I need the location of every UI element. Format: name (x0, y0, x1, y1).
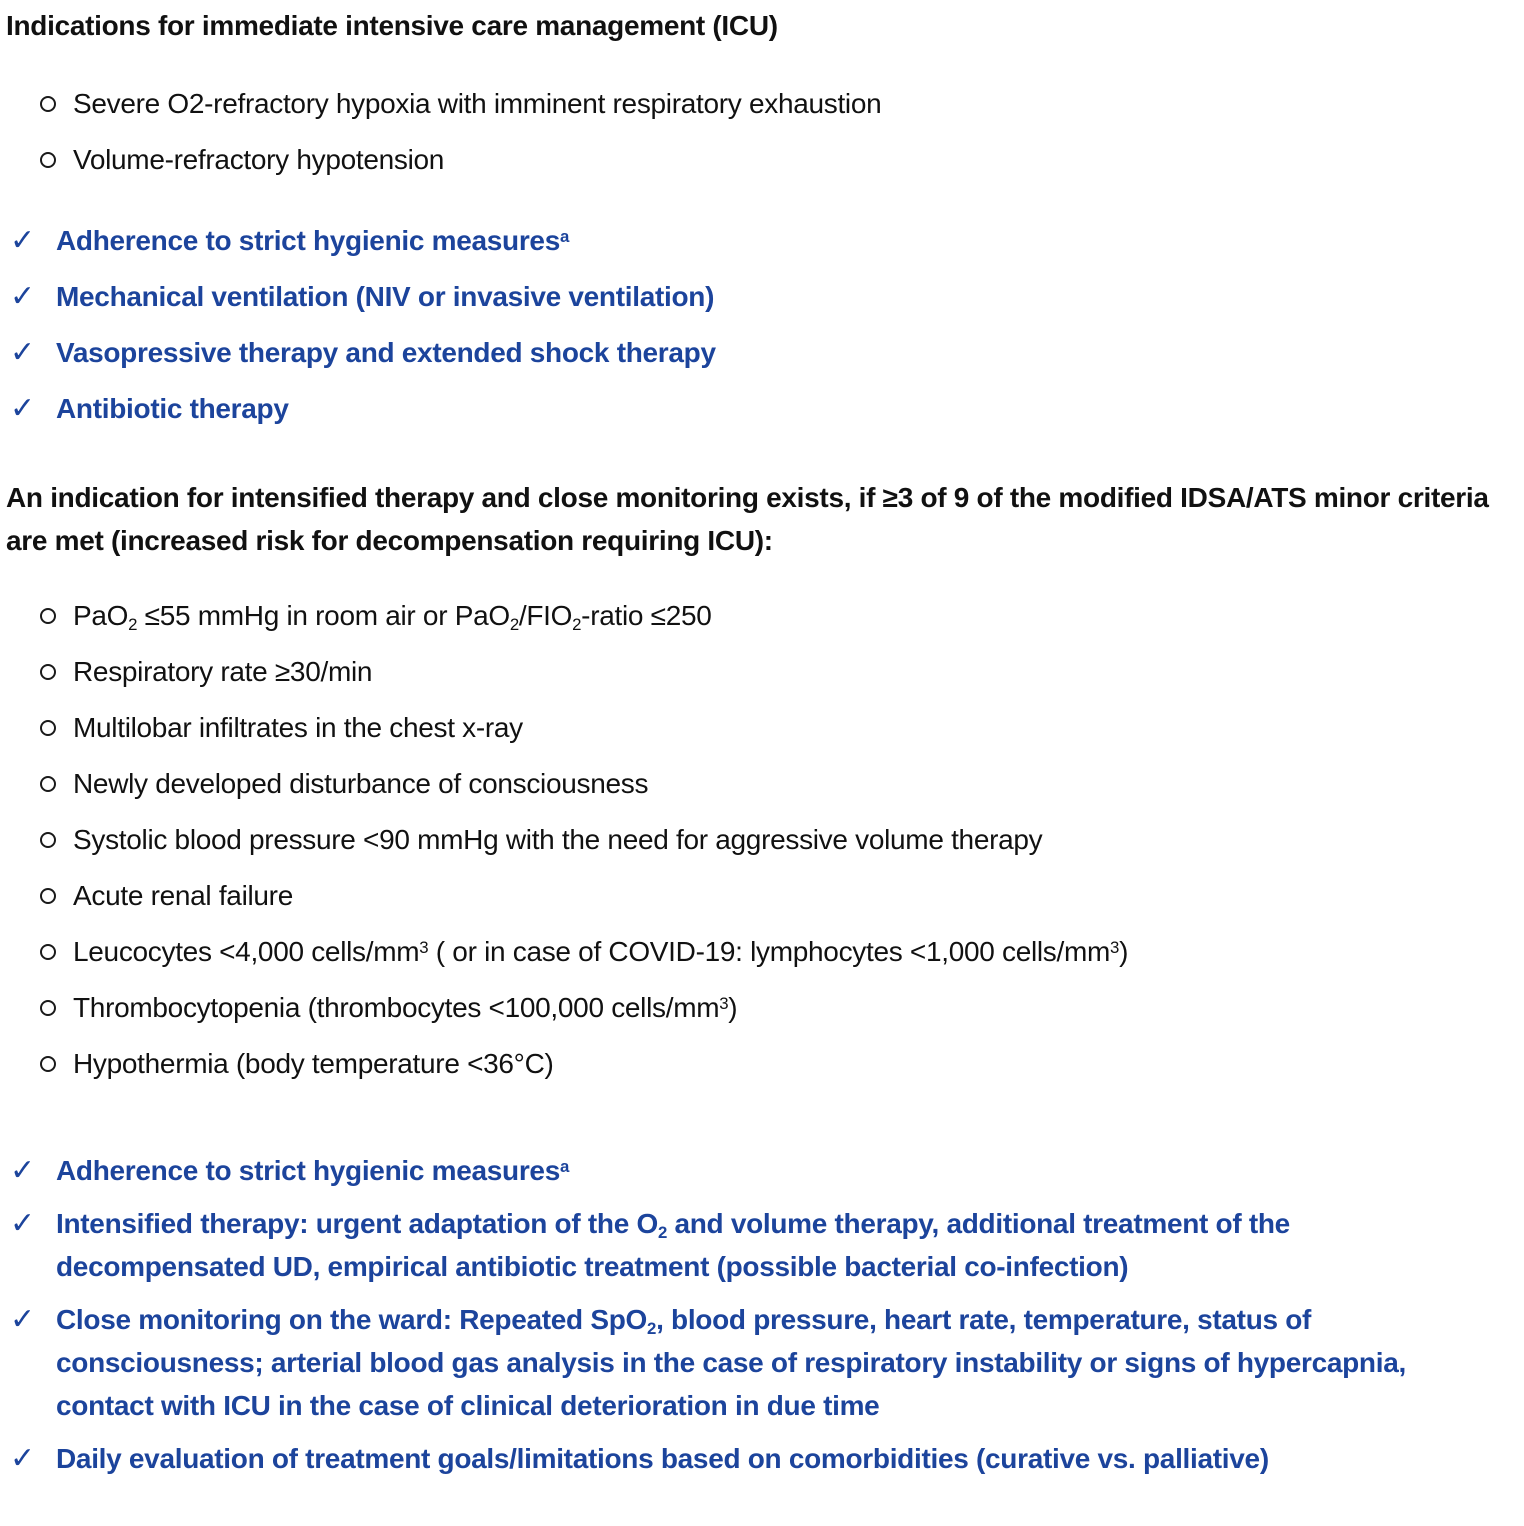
checkmark-icon: ✓ (10, 1207, 35, 1240)
check-item-text: Daily evaluation of treatment goals/limitations based on comorbidities (curative vs. palliative) (56, 1443, 1269, 1474)
checkmark-icon: ✓ (10, 1442, 35, 1475)
list-item-text: PaO$_2$ ≤55 mmHg in room air or $PaO_2/FIO_2$-ratio ≤250 (73, 600, 712, 635)
list-item-text: Acute renal failure (73, 880, 293, 911)
list-item (6, 706, 1516, 749)
check-item (6, 219, 1516, 262)
circle-bullet-icon (40, 152, 56, 168)
circle-bullet-icon (40, 944, 56, 960)
check-item-text: Antibiotic therapy (56, 393, 289, 424)
list-item-text: Systolic blood pressure <90 mmHg with the need for aggressive volume therapy (73, 824, 1043, 855)
checkmark-icon: ✓ (10, 1154, 35, 1187)
list-item-text: Leucocytes <4,000 cells/$mm^3$ ( or in case of COVID-19: lymphocytes <1,000 cells/$mm^3$) (73, 936, 1129, 967)
check-item (6, 1149, 1516, 1192)
list-item (6, 650, 1516, 693)
list-item (6, 930, 1516, 973)
list-item (6, 1042, 1516, 1085)
circle-bullet-icon (40, 720, 56, 736)
list-item (6, 762, 1516, 805)
list-item (6, 594, 1516, 637)
list-item (6, 82, 1516, 125)
list-item-text: Severe O2-refractory hypoxia with imminent respiratory exhaustion (73, 88, 882, 119)
circle-bullet-icon (40, 664, 56, 680)
page-title: Indications for immediate intensive care management (ICU) (6, 10, 778, 41)
circle-bullet-icon (40, 1000, 56, 1016)
minor-criteria-intro: An indication for intensified therapy and close monitoring exists, if ≥3 of 9 of the modified IDSA/ATS minor criteria are met (increased risk for decompensation requiring ICU): (6, 482, 1489, 556)
circle-bullet-icon (40, 96, 56, 112)
check-item (6, 387, 1516, 430)
ward-action-list (6, 1149, 1516, 1480)
check-item-text: Vasopressive therapy and extended shock therapy (56, 337, 716, 368)
circle-bullet-icon (40, 776, 56, 792)
check-item-text: Adherence to strict hygienic measures$^a$ (56, 1155, 570, 1186)
list-item-text: Newly developed disturbance of consciousness (73, 768, 649, 799)
check-item (6, 1202, 1516, 1288)
list-item (6, 874, 1516, 917)
check-item-text: Close monitoring on the ward: Repeated SpO$_2$, blood pressure, heart rate, temperature, status of consciousness; arterial blood gas analysis in the case of respiratory instability or signs of hypercapnia, contact with ICU in the case of clinical deterioration in due time (56, 1304, 1406, 1421)
circle-bullet-icon (40, 888, 56, 904)
circle-bullet-icon (40, 832, 56, 848)
checkmark-icon: ✓ (10, 280, 35, 313)
list-item (6, 138, 1516, 181)
checkmark-icon: ✓ (10, 336, 35, 369)
circle-bullet-icon (40, 608, 56, 624)
list-item (6, 818, 1516, 861)
checkmark-icon: ✓ (10, 1303, 35, 1336)
list-item-text: Thrombocytopenia (thrombocytes <100,000 cells/$mm^3$) (73, 992, 738, 1023)
document-page (6, 4, 1516, 1480)
check-item-text: Mechanical ventilation (NIV or invasive ventilation) (56, 281, 715, 312)
icu-action-list (6, 219, 1516, 430)
check-item-text: Intensified therapy: urgent adaptation of the $O_2$ and volume therapy, additional treatment of the decompensated UD, empirical antibiotic treatment (possible bacterial co-infection) (56, 1208, 1290, 1282)
checkmark-icon: ✓ (10, 392, 35, 425)
check-item (6, 1298, 1516, 1427)
circle-bullet-icon (40, 1056, 56, 1072)
list-item-text: Respiratory rate ≥30/min (73, 656, 373, 687)
list-item-text: Multilobar infiltrates in the chest x-ray (73, 712, 523, 743)
icu-indication-list (6, 82, 1516, 181)
list-item-text: Hypothermia (body temperature <36°C) (73, 1048, 554, 1079)
check-item (6, 275, 1516, 318)
checkmark-icon: ✓ (10, 224, 35, 257)
check-item-text: Adherence to strict hygienic measures$^a$ (56, 225, 570, 256)
check-item (6, 1437, 1516, 1480)
check-item (6, 331, 1516, 374)
minor-criteria-list (6, 594, 1516, 1085)
list-item-text: Volume-refractory hypotension (73, 144, 445, 175)
list-item (6, 986, 1516, 1029)
